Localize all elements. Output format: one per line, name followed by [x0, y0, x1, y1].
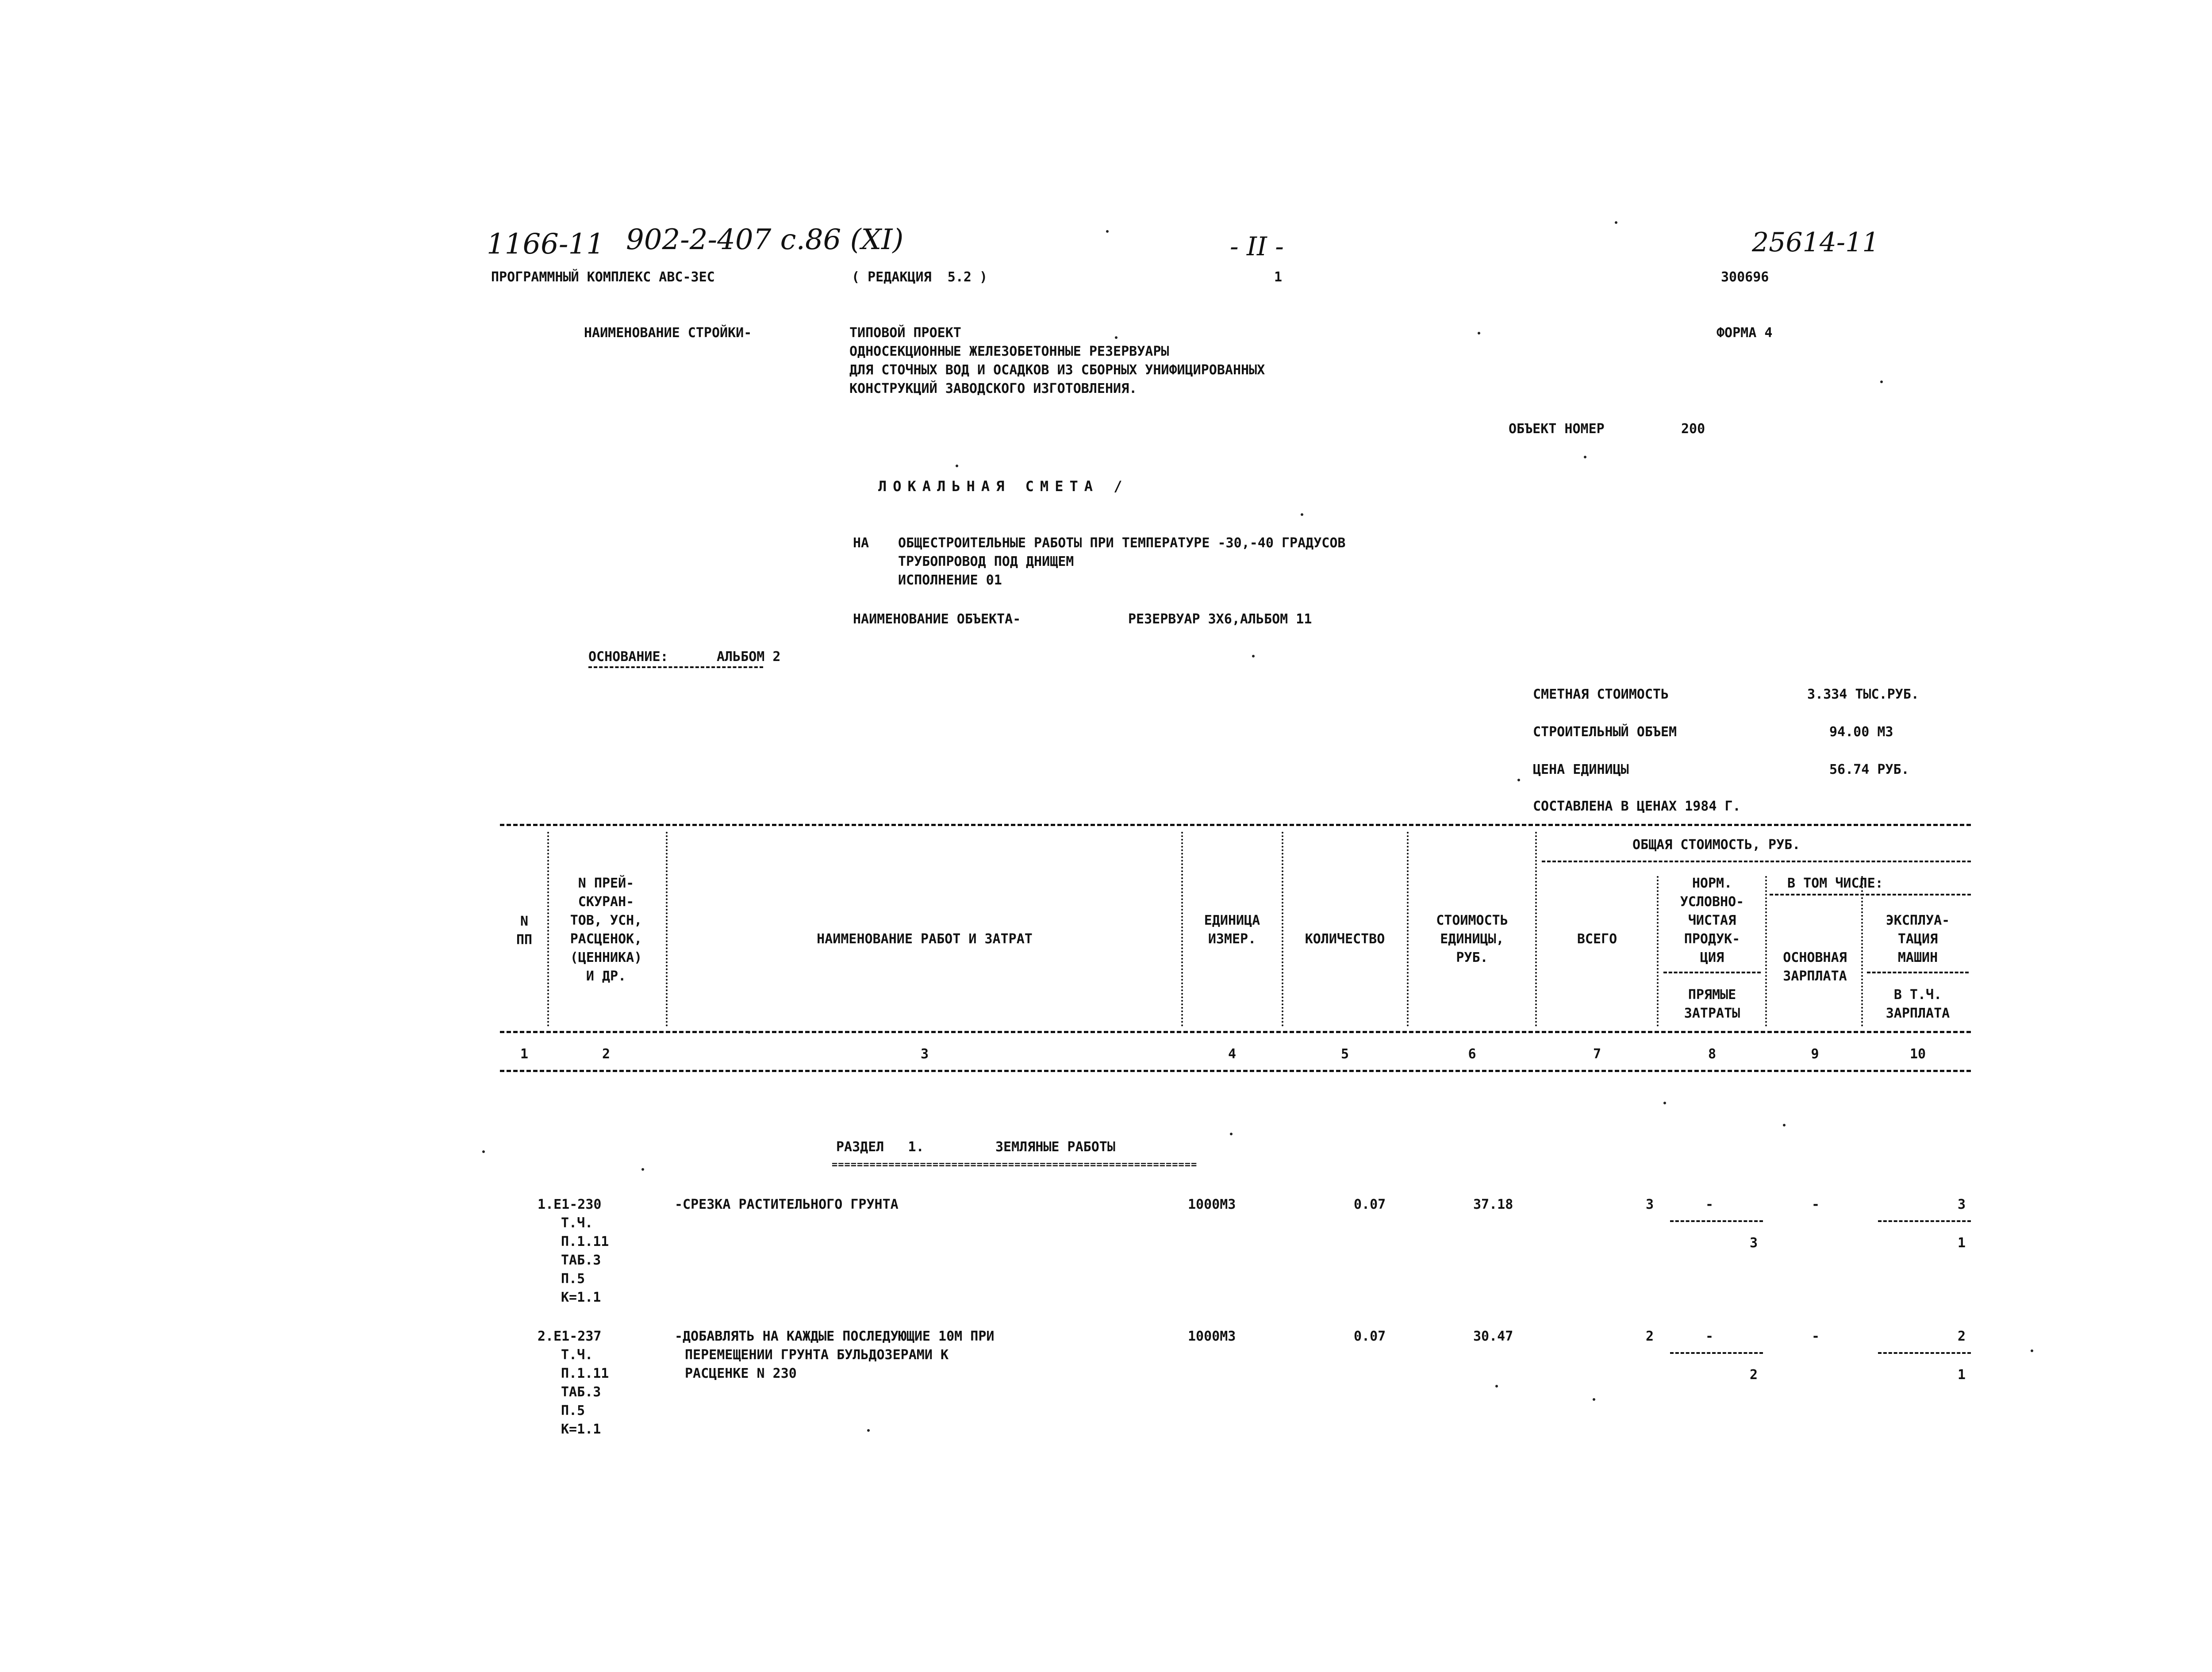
row-col8-rule [1670, 1352, 1763, 1354]
column-divider [1765, 876, 1767, 1026]
header-col9: ОСНОВНАЯ [1783, 950, 1847, 965]
scan-speck [1783, 1124, 1786, 1126]
column-divider [547, 832, 549, 1026]
scan-speck [1880, 381, 1883, 383]
row-name: -ДОБАВЛЯТЬ НА КАЖДЫЕ ПОСЛЕДУЮЩИЕ 10М ПРИ [675, 1329, 995, 1344]
object-name-label: НАИМЕНОВАНИЕ ОБЪЕКТА- [853, 611, 1021, 627]
scan-speck [1593, 1398, 1595, 1401]
work-prefix: НА [853, 535, 869, 551]
header-col8b: ЗАТРАТЫ [1684, 1006, 1740, 1021]
object-name-value: РЕЗЕРВУАР 3Х6,АЛЬБОМ 11 [1128, 611, 1312, 627]
header-col8: УСЛОВНО- [1680, 894, 1744, 910]
row-code-detail: К=1.1 [561, 1290, 601, 1305]
header-col5: КОЛИЧЕСТВО [1305, 931, 1385, 947]
construction-line: ТИПОВОЙ ПРОЕКТ [849, 325, 961, 341]
summary-value: 3.334 ТЫС.РУБ. [1807, 687, 1919, 702]
row-code-detail: К=1.1 [561, 1422, 601, 1437]
row-name: ПЕРЕМЕЩЕНИИ ГРУНТА БУЛЬДОЗЕРАМИ К [685, 1347, 949, 1363]
prices-note: СОСТАВЛЕНА В ЦЕНАХ 1984 Г. [1533, 799, 1741, 814]
col10-rule [1867, 972, 1969, 973]
column-number: 3 [920, 1046, 929, 1062]
header-col2: N ПРЕЙ- [578, 876, 634, 891]
row-total: 2 [1646, 1329, 1654, 1344]
column-number: 6 [1468, 1046, 1476, 1062]
scan-speck [956, 465, 958, 467]
row-code-detail: ТАБ.3 [561, 1253, 601, 1268]
work-line: ИСПОЛНЕНИЕ 01 [898, 573, 1002, 588]
total-cost-header: ОБЩАЯ СТОИМОСТЬ, РУБ. [1632, 837, 1801, 853]
row-unit: 1000М3 [1188, 1197, 1236, 1212]
row-code-detail: П.1.11 [561, 1234, 609, 1249]
scan-speck [1301, 513, 1303, 516]
column-divider [1407, 832, 1409, 1026]
scan-speck [748, 1031, 750, 1034]
header-bottom-rule [500, 1031, 1971, 1033]
construction-line: ДЛЯ СТОЧНЫХ ВОД И ОСАДКОВ ИЗ СБОРНЫХ УНИФИЦИРОВАННЫХ [849, 362, 1265, 378]
row-machines: 2 [1958, 1329, 1966, 1344]
construction-label: НАИМЕНОВАНИЕ СТРОЙКИ- [584, 325, 752, 341]
header-col8: ПРОДУК- [1684, 931, 1740, 947]
row-code-detail: Т.Ч. [561, 1215, 593, 1231]
object-number: 200 [1681, 421, 1705, 437]
scan-speck [1230, 1133, 1233, 1135]
column-number: 4 [1228, 1046, 1237, 1062]
construction-line: КОНСТРУКЦИЙ ЗАВОДСКОГО ИЗГОТОВЛЕНИЯ. [849, 381, 1137, 396]
object-label: ОБЪЕКТ НОМЕР [1509, 421, 1605, 437]
header-col6: СТОИМОСТЬ [1436, 913, 1508, 928]
including-header: В ТОМ ЧИСЛЕ: [1787, 876, 1883, 891]
header-col10b: В Т.Ч. [1893, 987, 1942, 1003]
column-number: 10 [1909, 1046, 1926, 1062]
numbers-bottom-rule [500, 1070, 1971, 1072]
column-number: 1 [520, 1046, 529, 1062]
scan-speck [1252, 655, 1255, 657]
row-code: 1.Е1-230 [538, 1197, 602, 1212]
handwritten-page-number: - II - [1230, 231, 1284, 261]
column-number: 2 [602, 1046, 611, 1062]
row-direct-costs: 2 [1750, 1367, 1758, 1383]
header-col2: СКУРАН- [578, 894, 634, 910]
header-col7: ВСЕГО [1577, 931, 1617, 947]
program-name: ПРОГРАММНЫЙ КОМПЛЕКС АВС-3ЕС [491, 269, 715, 285]
row-basic-wage: - [1812, 1197, 1820, 1212]
scan-speck [1478, 332, 1480, 334]
header-col2: РАСЦЕНОК, [570, 931, 642, 947]
header-col3: НАИМЕНОВАНИЕ РАБОТ И ЗАТРАТ [817, 931, 1033, 947]
scan-speck [1663, 1102, 1666, 1104]
column-divider [666, 832, 668, 1026]
row-total: 3 [1646, 1197, 1654, 1212]
page-number: 1 [1274, 269, 1283, 285]
section-label: РАЗДЕЛ 1. [836, 1139, 924, 1155]
header-col10: ТАЦИЯ [1897, 931, 1938, 947]
header-col8: ЧИСТАЯ [1688, 913, 1736, 928]
row-code-detail: П.5 [561, 1403, 585, 1418]
row-col10-rule [1878, 1220, 1971, 1222]
row-col10-rule [1878, 1352, 1971, 1354]
column-divider [1657, 876, 1659, 1026]
handwritten-right-code: 25614-11 [1752, 227, 1879, 258]
header-col8: НОРМ. [1692, 876, 1732, 891]
row-quantity: 0.07 [1354, 1329, 1386, 1344]
column-number: 9 [1811, 1046, 1819, 1062]
column-divider [1282, 832, 1283, 1026]
row-machines: 3 [1958, 1197, 1966, 1212]
header-col1: ПП [516, 932, 533, 948]
basis-underline [588, 666, 763, 668]
scan-speck [1115, 336, 1118, 339]
handwritten-project-code: 902-2-407 с.86 (XI) [626, 223, 904, 256]
row-machines-wage: 1 [1958, 1367, 1966, 1383]
summary-label: СТРОИТЕЛЬНЫЙ ОБЪЕМ [1533, 724, 1677, 740]
summary-label: ЦЕНА ЕДИНИЦЫ [1533, 762, 1629, 777]
total-cost-rule [1542, 861, 1971, 862]
header-col4: ИЗМЕР. [1208, 931, 1256, 947]
row-unit-price: 30.47 [1473, 1329, 1513, 1344]
row-machines-wage: 1 [1958, 1235, 1966, 1251]
summary-value: 56.74 РУБ. [1829, 762, 1909, 777]
header-col1: N [520, 914, 529, 929]
header-col2: И ДР. [586, 969, 626, 984]
column-number: 7 [1593, 1046, 1601, 1062]
row-name: -СРЕЗКА РАСТИТЕЛЬНОГО ГРУНТА [675, 1197, 899, 1212]
scan-speck [1495, 1385, 1498, 1388]
work-line: ОБЩЕСТРОИТЕЛЬНЫЕ РАБОТЫ ПРИ ТЕМПЕРАТУРЕ -30,-40 ГРАДУСОВ [898, 535, 1346, 551]
work-line: ТРУБОПРОВОД ПОД ДНИЩЕМ [898, 554, 1074, 569]
document-number: 300696 [1721, 269, 1769, 285]
header-col6: ЕДИНИЦЫ, [1440, 931, 1504, 947]
basis-label: ОСНОВАНИЕ: [588, 649, 668, 665]
row-code-detail: П.5 [561, 1271, 585, 1287]
scan-speck [2031, 1349, 2033, 1352]
basis-value: АЛЬБОМ 2 [717, 649, 781, 665]
row-col8-rule [1670, 1220, 1763, 1222]
scan-speck [1517, 779, 1520, 781]
header-col2: ТОВ, УСН, [570, 913, 642, 928]
scan-speck [1615, 221, 1617, 224]
form-number: ФОРМА 4 [1717, 325, 1773, 341]
row-basic-wage: - [1812, 1329, 1820, 1344]
row-direct-costs: 3 [1750, 1235, 1758, 1251]
row-unit-price: 37.18 [1473, 1197, 1513, 1212]
col8-rule [1663, 972, 1761, 973]
scan-speck [1106, 230, 1109, 233]
scan-speck [1584, 456, 1586, 458]
row-code-detail: П.1.11 [561, 1366, 609, 1381]
row-code: 2.Е1-237 [538, 1329, 602, 1344]
construction-line: ОДНОСЕКЦИОННЫЕ ЖЕЛЕЗОБЕТОННЫЕ РЕЗЕРВУАРЫ [849, 344, 1169, 359]
header-col9: ЗАРПЛАТА [1783, 969, 1847, 984]
summary-label: СМЕТНАЯ СТОИМОСТЬ [1533, 687, 1669, 702]
section-underline: ========================================================== [832, 1159, 1198, 1170]
row-nucp: - [1705, 1197, 1714, 1212]
section-name: ЗЕМЛЯНЫЕ РАБОТЫ [995, 1139, 1115, 1155]
header-col10: ЭКСПЛУА- [1886, 913, 1950, 928]
header-col8: ЦИЯ [1700, 950, 1724, 965]
program-edition: ( РЕДАКЦИЯ 5.2 ) [852, 269, 988, 285]
header-col8b: ПРЯМЫЕ [1688, 987, 1736, 1003]
scan-speck [641, 1168, 644, 1171]
header-col4: ЕДИНИЦА [1204, 913, 1260, 928]
column-number: 8 [1708, 1046, 1717, 1062]
column-divider [1861, 876, 1863, 1026]
row-nucp: - [1705, 1329, 1714, 1344]
column-number: 5 [1340, 1046, 1349, 1062]
header-col10: МАШИН [1897, 950, 1938, 965]
header-col2: (ЦЕННИКА) [570, 950, 642, 965]
table-top-rule [500, 824, 1971, 826]
document-title: ЛОКАЛЬНАЯ СМЕТА / [878, 478, 1129, 495]
row-code-detail: ТАБ.3 [561, 1384, 601, 1400]
row-unit: 1000М3 [1188, 1329, 1236, 1344]
row-code-detail: Т.Ч. [561, 1347, 593, 1363]
row-quantity: 0.07 [1354, 1197, 1386, 1212]
header-col10b: ЗАРПЛАТА [1886, 1006, 1950, 1021]
header-col6: РУБ. [1456, 950, 1488, 965]
column-divider [1181, 832, 1183, 1026]
handwritten-left-code: 1166-11 [487, 228, 604, 261]
scan-speck [482, 1150, 485, 1153]
summary-value: 94.00 М3 [1829, 724, 1893, 740]
row-name: РАСЦЕНКЕ N 230 [685, 1366, 797, 1381]
including-rule [1770, 894, 1971, 896]
column-divider [1535, 832, 1537, 1026]
scan-speck [867, 1429, 870, 1432]
